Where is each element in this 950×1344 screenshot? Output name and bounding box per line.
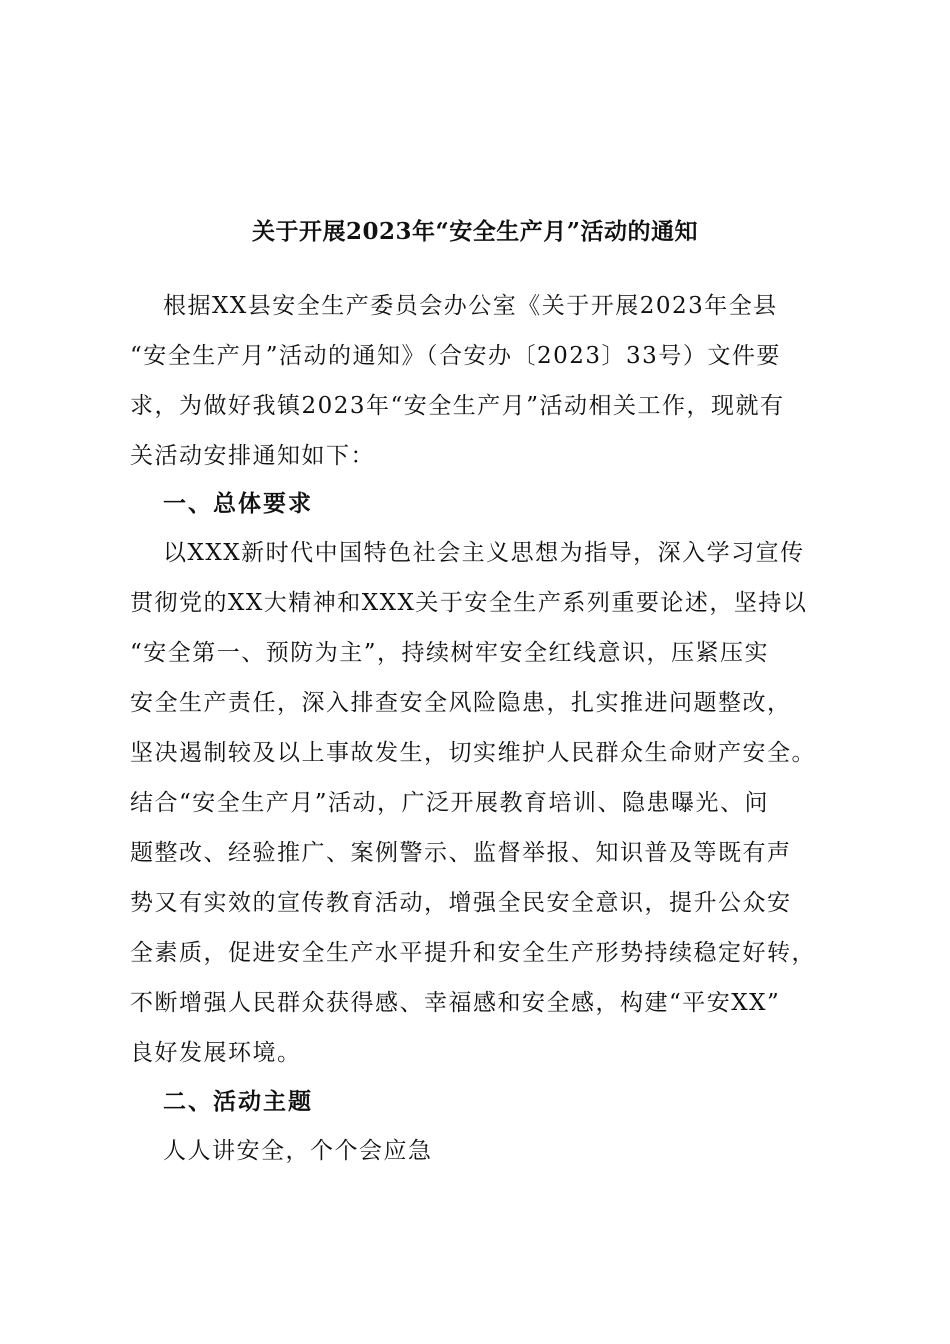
section1-line: 贯彻党的XX大精神和XXX关于安全生产系列重要论述，坚持以 [130,590,808,616]
section1-line: 不断增强人民群众获得感、幸福感和安全感，构建“平安XX” [130,990,781,1016]
section1-line: 安全生产责任，深入排查安全风险隐患，扎实推进问题整改， [130,690,792,716]
section2-paragraph [130,1126,433,1176]
section1-paragraph [130,528,816,1078]
section1-line: 以XXX新时代中国特色社会主义思想为指导，深入学习宣传 [163,540,805,566]
section1-line: 良好发展环境。 [130,1040,302,1066]
section1-line: 结合“安全生产月”活动，广泛开展教育培训、隐患曝光、问 [130,790,770,816]
section1-line: 题整改、经验推广、案例警示、监督举报、知识普及等既有声 [130,840,792,866]
intro-line: 关活动安排通知如下： [130,443,375,469]
document-title: 关于开展2023年“安全生产月”活动的通知 [252,218,698,245]
intro-line: “安全生产月”活动的通知》（合安办〔2023〕33号）文件要 [130,343,781,369]
intro-paragraph [130,281,785,481]
section-heading-overall-requirements: 一、总体要求 [163,490,313,517]
section1-line: 势又有实效的宣传教育活动，增强全民安全意识，提升公众安 [130,890,792,916]
intro-line: 求，为做好我镇2023年“安全生产月”活动相关工作，现就有 [130,393,785,419]
section1-line: “安全第一、预防为主”，持续树牢安全红线意识，压紧压实 [130,640,770,666]
section1-line: 坚决遏制较及以上事故发生，切实维护人民群众生命财产安全。 [130,740,816,766]
intro-line: 根据XX县安全生产委员会办公室《关于开展2023年全县 [163,293,778,319]
section1-line: 全素质，促进安全生产水平提升和安全生产形势持续稳定好转， [130,940,816,966]
section-heading-activity-theme: 二、活动主题 [163,1088,313,1115]
section2-line: 人人讲安全，个个会应急 [163,1138,433,1164]
